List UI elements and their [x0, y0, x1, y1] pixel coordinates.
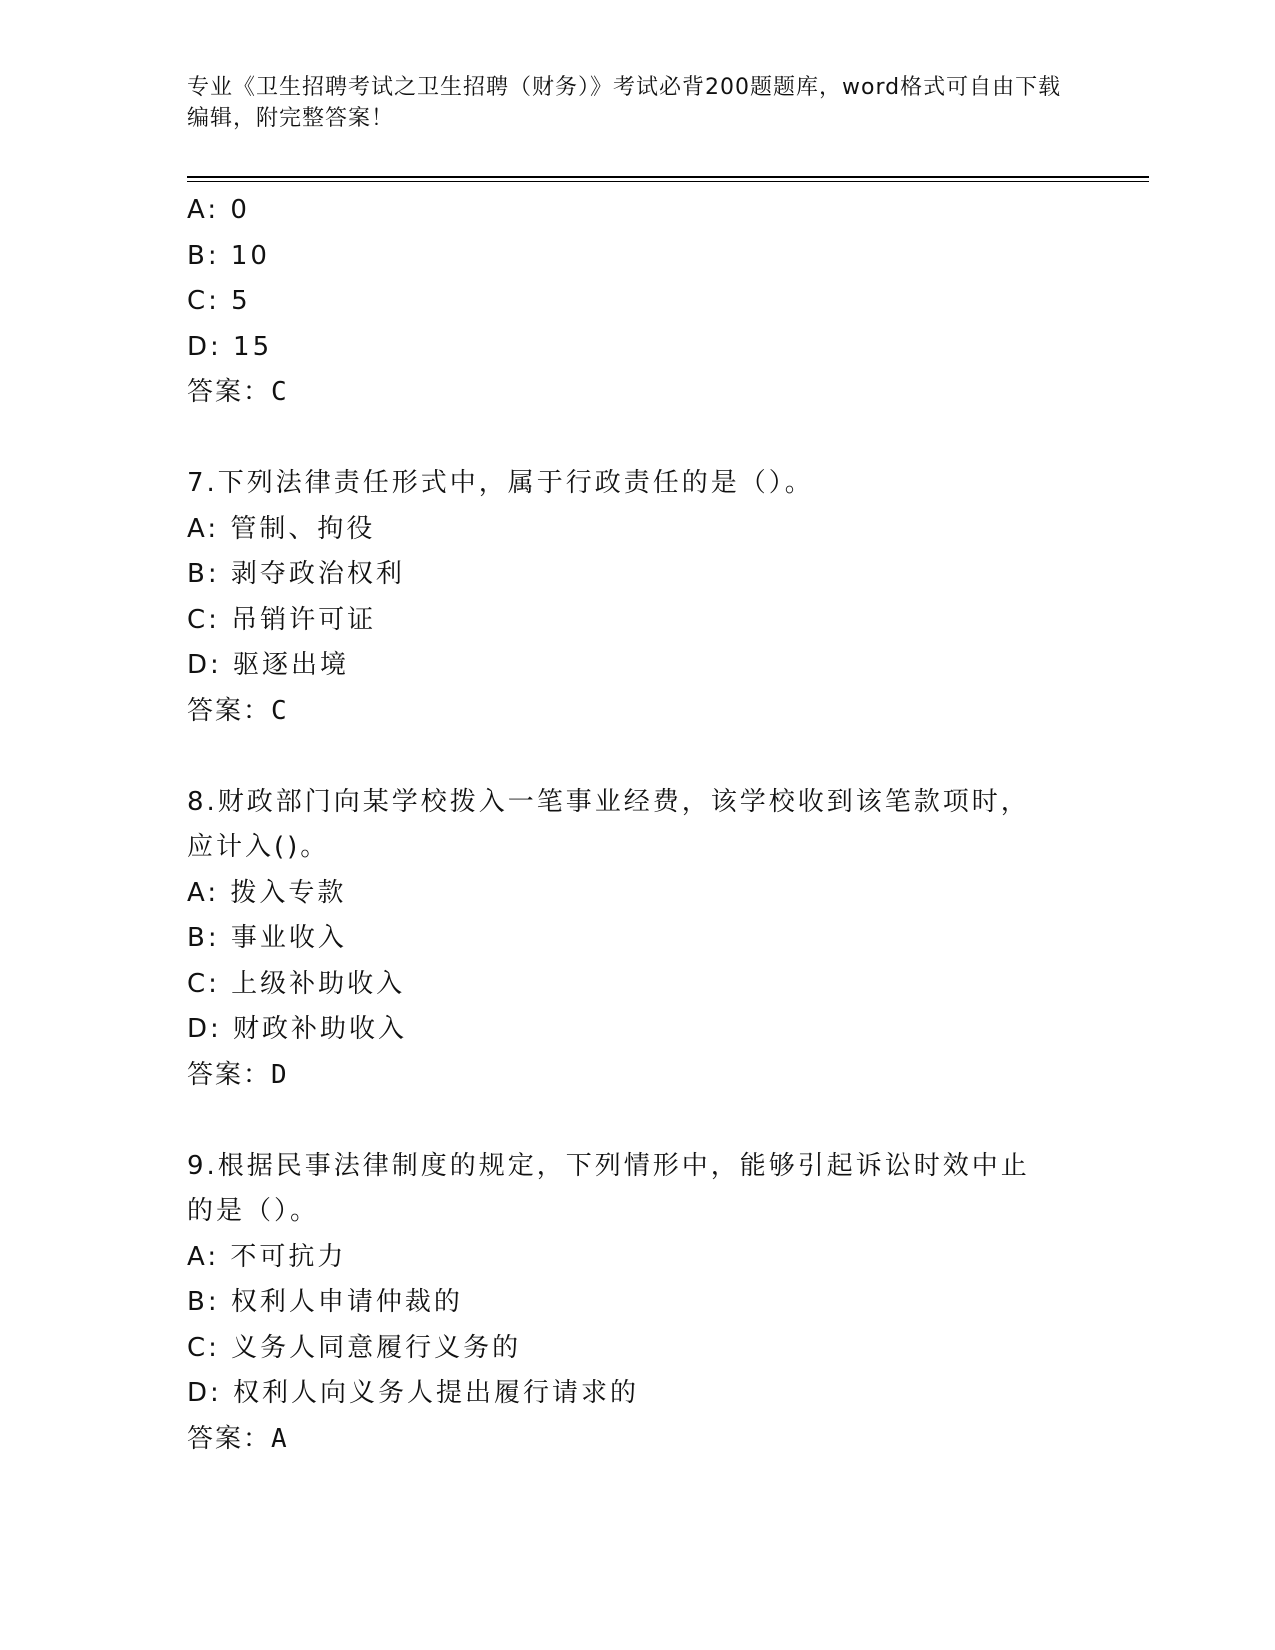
answer-line: 答案：C [187, 377, 289, 407]
option-c: C: 上级补助收入 [187, 968, 406, 999]
option-b: B: 剥夺政治权利 [187, 559, 405, 589]
option-a: A: 管制、拘役 [187, 513, 376, 544]
option-d: D: 财政补助收入 [187, 1014, 408, 1044]
option-b: B: 权利人申请仲裁的 [187, 1287, 463, 1317]
spacer [187, 1098, 1087, 1144]
option-b: B: 10 [187, 240, 270, 271]
spacer [187, 734, 1087, 780]
option-b: B: 事业收入 [187, 923, 347, 953]
question-list [187, 188, 1087, 1462]
question-block-prev [187, 188, 1087, 416]
option-c: C: 吊销许可证 [187, 604, 377, 635]
option-a: A: 不可抗力 [187, 1241, 347, 1272]
header-divider-thick [187, 176, 1149, 178]
answer-line: 答案：C [187, 695, 289, 726]
question-block-9 [187, 1144, 1087, 1463]
question-text: 7.下列法律责任形式中，属于行政责任的是（）。 [187, 468, 814, 498]
spacer [187, 416, 1087, 462]
answer-line: 答案：A [187, 1423, 289, 1454]
question-text: 8.财政部门向某学校拨入一笔事业经费，该学校收到该笔款项时，应计入()。 [187, 786, 1030, 862]
option-d: D: 驱逐出境 [187, 650, 350, 680]
answer-line: 答案：D [187, 1059, 289, 1090]
option-c: C: 5 [187, 286, 251, 316]
document-header: 专业《卫生招聘考试之卫生招聘（财务）》考试必背200题题库，word格式可自由下载编辑，附完整答案！ [187, 75, 1062, 131]
header-divider-thin [187, 181, 1149, 182]
option-a: A: 拨入专款 [187, 877, 347, 908]
question-block-7 [187, 461, 1087, 734]
option-d: D: 权利人向义务人提出履行请求的 [187, 1378, 640, 1408]
question-block-8 [187, 780, 1087, 1099]
option-c: C: 义务人同意履行义务的 [187, 1332, 522, 1363]
option-a: A: 0 [187, 195, 250, 225]
option-d: D: 15 [187, 331, 273, 362]
question-text: 9.根据民事法律制度的规定，下列情形中，能够引起诉讼时效中止的是（）。 [187, 1150, 1030, 1226]
